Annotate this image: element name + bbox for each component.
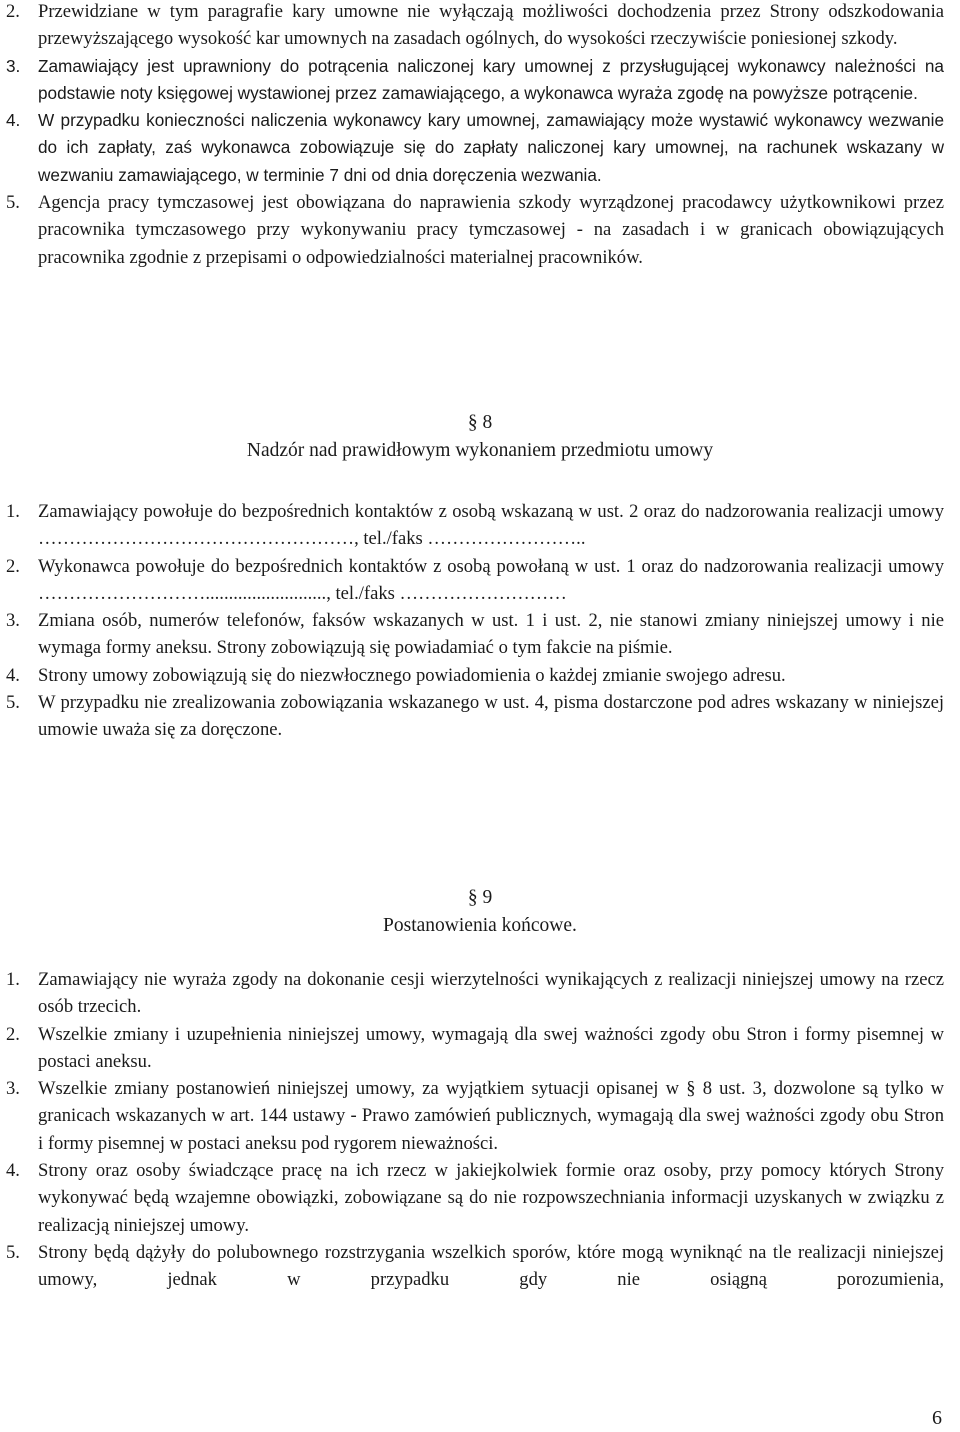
item-number: 4. xyxy=(6,1160,20,1182)
item-text: Wszelkie zmiany postanowień niniejszej umowy, za wyjątkiem sytuacji opisanej w § 8 ust. 3, dozwolone są tylko w granicach wskazanych w art. 144 ustawy - Prawo zamówień publicznych, wymagają dla swej ważności zgody obu Stron i formy pisemnej w postaci aneksu pod rygorem nieważności. xyxy=(38,1078,944,1154)
list-item xyxy=(0,1239,960,1294)
item-number: 3. xyxy=(6,55,21,76)
item-number: 4. xyxy=(6,110,21,131)
item-text: Strony oraz osoby świadczące pracę na ich rzecz w jakiejkolwiek formie oraz osoby, przy pomocy których Strony wykonywać będą wzajemne obowiązki, zobowiązane są do nie rozpowszechniania informacji uzyskanych w związku z realizacją niniejszej umowy. xyxy=(38,1160,944,1236)
item-text: W przypadku konieczności naliczenia wykonawcy kary umownej, zamawiający może wystawić wykonawcy wezwanie do ich zapłaty, zaś wykonawca zobowiązuje się do zapłaty naliczonej kary umownej, na rachunek wskazany w wezwaniu zamawiającego, w terminie 7 dni od dnia doręczenia wezwania. xyxy=(38,110,944,185)
paragraph-list-supervision xyxy=(0,498,960,744)
list-item xyxy=(0,498,960,553)
list-item xyxy=(0,53,960,108)
list-item xyxy=(0,553,960,608)
list-item xyxy=(0,1075,960,1157)
item-number: 2. xyxy=(6,1023,20,1045)
section-symbol: § 9 xyxy=(467,887,493,908)
section-symbol: § 8 xyxy=(467,412,493,433)
list-item xyxy=(0,662,960,689)
item-number: 5. xyxy=(6,192,20,214)
item-number: 1. xyxy=(6,501,20,522)
item-text: Zmiana osób, numerów telefonów, faksów wskazanych w ust. 1 i ust. 2, nie stanowi zmiany niniejszej umowy i nie wymaga formy aneksu. Strony zobowiązują się powiadamiać o tym fakcie na piśmie. xyxy=(38,610,944,659)
item-text: Strony umowy zobowiązują się do niezwłocznego powiadomienia o każdej zmianie swojego adresu. xyxy=(38,664,786,686)
item-number: 5. xyxy=(6,1241,20,1263)
item-number: 2. xyxy=(6,1,20,22)
item-number: 2. xyxy=(6,555,20,577)
section-title: Nadzór nad prawidłowym wykonaniem przedmiotu umowy xyxy=(246,440,714,461)
item-text: Zamawiający nie wyraża zgody na dokonanie cesji wierzytelności wynikających z realizacji niniejszej umowy na rzecz osób trzecich. xyxy=(38,969,944,1018)
item-text: Wszelkie zmiany i uzupełnienia niniejszej umowy, wymagają dla swej ważności zgody obu Stron i formy pisemnej w postaci aneksu. xyxy=(38,1023,944,1072)
paragraph-list-penalties xyxy=(0,0,960,271)
paragraph-list-final-provisions xyxy=(0,966,960,1294)
list-item xyxy=(0,0,960,53)
item-text: W przypadku nie zrealizowania zobowiązania wskazanego w ust. 4, pisma dostarczone pod adres wskazany w niniejszej umowie uważa się za doręczone. xyxy=(38,692,944,741)
section-title: Postanowienia końcowe. xyxy=(383,915,577,936)
section-heading-9 xyxy=(0,884,960,940)
item-text: Strony będą dążyły do polubownego rozstrzygania wszelkich sporów, które mogą wyniknąć na tle realizacji niniejszej umowy, jednak w przypadku gdy nie osiągną porozumienia, xyxy=(38,1241,944,1291)
list-item xyxy=(0,1021,960,1076)
list-item xyxy=(0,107,960,189)
item-text: Agencja pracy tymczasowej jest obowiązana do naprawienia szkody wyrządzonej pracodawcy użytkownikowi przez pracownika tymczasowego przy wykonywaniu pracy tymczasowej - na zasadach i w granicach obowiązujących pracownika zgodnie z przepisami o odpowiedzialności materialnej pracowników. xyxy=(38,192,944,268)
list-item xyxy=(0,189,960,271)
item-number: 1. xyxy=(6,969,20,990)
list-item xyxy=(0,966,960,1021)
page-number: 6 xyxy=(932,1407,942,1429)
item-text: Przewidziane w tym paragrafie kary umowne nie wyłączają możliwości dochodzenia przez Strony odszkodowania przewyższającego wysokość kar umownych na zasadach ogólnych, do wysokości rzeczywiście poniesionej szkody. xyxy=(38,1,944,50)
item-text: Zamawiający powołuje do bezpośrednich kontaktów z osobą wskazaną w ust. 2 oraz do nadzorowania realizacji umowy ……………………………………………, tel./faks …………………….. xyxy=(38,501,944,550)
item-number: 3. xyxy=(6,1078,20,1100)
list-item xyxy=(0,1157,960,1239)
item-text: Wykonawca powołuje do bezpośrednich kontaktów z osobą powołaną w ust. 1 oraz do nadzorowania realizacji umowy ……………………….........................., tel./faks ……………………… xyxy=(38,555,944,604)
item-number: 4. xyxy=(6,664,20,686)
list-item xyxy=(0,607,960,662)
item-number: 5. xyxy=(6,692,20,714)
item-text: Zamawiający jest uprawniony do potrącenia naliczonej kary umownej z przysługującej wykonawcy należności na podstawie noty księgowej wystawionej przez zamawiającego, a wykonawca wyraża zgodę na powyższe potrącenie. xyxy=(38,55,944,103)
list-item xyxy=(0,689,960,744)
item-number: 3. xyxy=(6,610,20,632)
section-heading-8 xyxy=(0,409,960,465)
